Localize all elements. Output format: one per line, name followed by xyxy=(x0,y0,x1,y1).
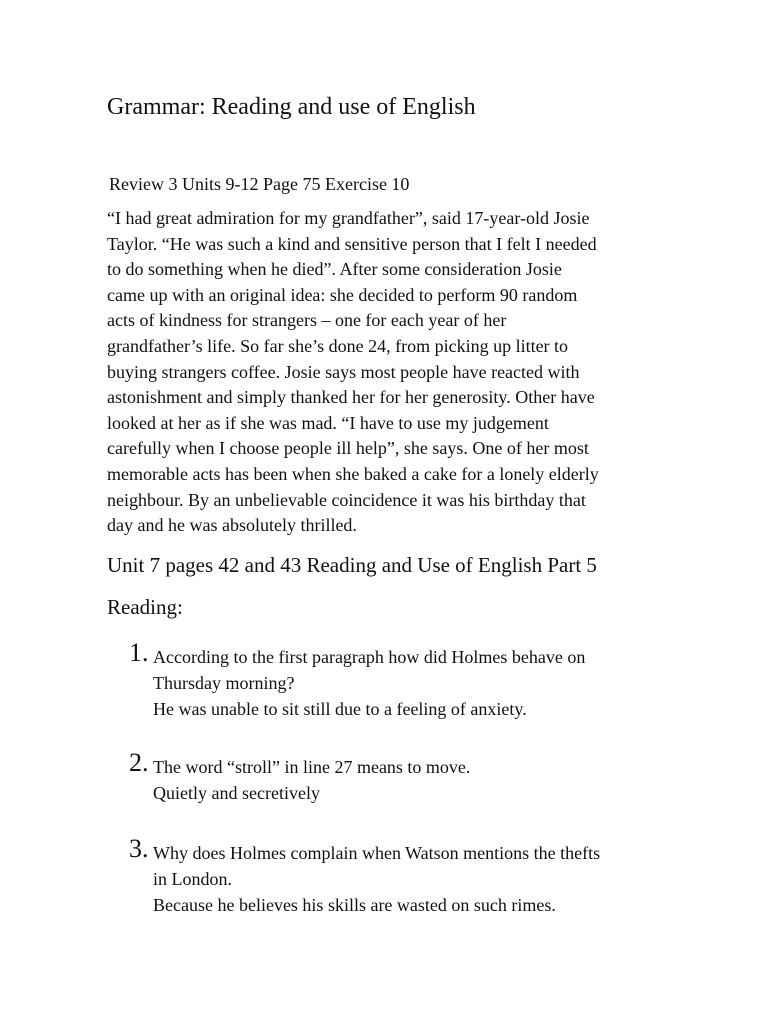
answer-text: Because he believes his skills are wasted on such rimes. xyxy=(153,895,556,915)
question-number: 3. xyxy=(129,834,149,863)
exercise-paragraph xyxy=(107,206,667,539)
document-title: Grammar: Reading and use of English xyxy=(107,94,476,120)
paragraph-line: “I had great admiration for my grandfather”, said 17-year-old Josie xyxy=(107,208,590,228)
paragraph-line: memorable acts has been when she baked a cake for a lonely elderly xyxy=(107,463,599,484)
question-item xyxy=(129,638,689,724)
paragraph-line: acts of kindness for strangers – one for each year of her xyxy=(107,310,507,331)
paragraph-line: came up with an original idea: she decided to perform 90 random xyxy=(107,284,578,305)
answer-text: He was unable to sit still due to a feeling of anxiety. xyxy=(153,699,527,719)
question-item xyxy=(129,748,689,808)
paragraph-line: to do something when he died”. After some consideration Josie xyxy=(107,259,562,280)
answer-text: Quietly and secretively xyxy=(153,783,320,803)
question-text: The word “stroll” in line 27 means to move. xyxy=(153,757,471,777)
paragraph-line: Taylor. “He was such a kind and sensitive person that I felt I needed xyxy=(107,233,597,254)
unit-heading: Unit 7 pages 42 and 43 Reading and Use of English Part 5 xyxy=(107,553,597,577)
paragraph-line: buying strangers coffee. Josie says most people have reacted with xyxy=(107,361,580,382)
question-text: Thursday morning? xyxy=(153,673,295,693)
exercise-subtitle: Review 3 Units 9-12 Page 75 Exercise 10 xyxy=(109,174,410,194)
question-text: in London. xyxy=(153,869,232,889)
paragraph-line: neighbour. By an unbelievable coincidence it was his birthday that xyxy=(107,489,586,510)
question-item xyxy=(129,834,689,920)
paragraph-line: astonishment and simply thanked her for her generosity. Other have xyxy=(107,387,595,408)
paragraph-line: day and he was absolutely thrilled. xyxy=(107,515,357,536)
paragraph-line: grandfather’s life. So far she’s done 24, from picking up litter to xyxy=(107,335,569,356)
paragraph-line: carefully when I choose people ill help”, she says. One of her most xyxy=(107,438,589,459)
question-number: 2. xyxy=(129,748,149,777)
question-text: According to the first paragraph how did Holmes behave on xyxy=(153,647,586,667)
reading-heading: Reading: xyxy=(107,595,183,619)
question-number: 1. xyxy=(129,638,149,667)
question-text: Why does Holmes complain when Watson mentions the thefts xyxy=(153,843,601,863)
paragraph-line: looked at her as if she was mad. “I have to use my judgement xyxy=(107,412,549,433)
